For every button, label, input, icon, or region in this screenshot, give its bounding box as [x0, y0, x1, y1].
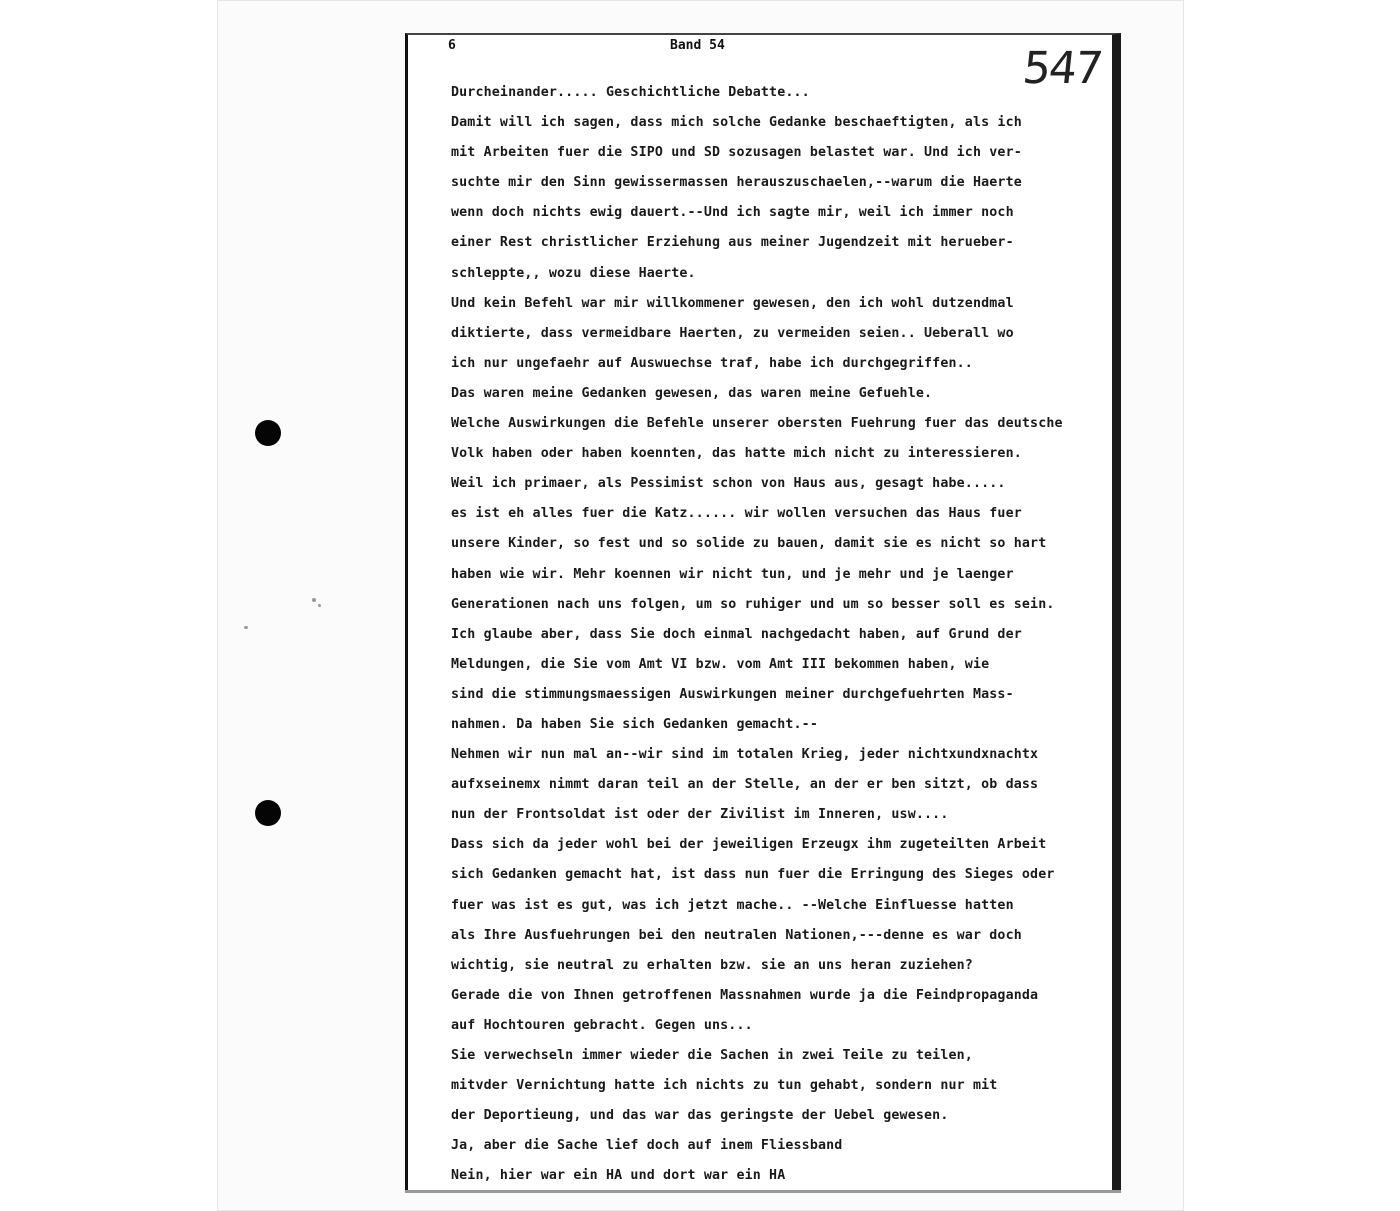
text-line: ich nur ungefaehr auf Auswuechse traf, habe ich durchgegriffen.. — [451, 355, 973, 371]
text-line: Ja, aber die Sache lief doch auf inem Fliessband — [451, 1138, 843, 1154]
text-line: wichtig, sie neutral zu erhalten bzw. sie an uns heran zuziehen? — [451, 957, 973, 973]
page-header — [408, 38, 1112, 58]
text-line: unsere Kinder, so fest und so solide zu bauen, damit sie es nicht so hart — [451, 536, 1047, 552]
text-line: einer Rest christlicher Erziehung aus meiner Jugendzeit mit herueber- — [451, 235, 1014, 251]
text-line: mitvder Vernichtung hatte ich nichts zu tun gehabt, sondern nur mit — [451, 1078, 998, 1094]
scan-speck — [318, 604, 321, 607]
punch-hole-bottom — [255, 800, 281, 826]
text-line: haben wie wir. Mehr koennen wir nicht tun, und je mehr und je laenger — [451, 566, 1014, 582]
punch-hole-top — [255, 420, 281, 446]
text-line: suchte mir den Sinn gewissermassen herauszuschaelen,--warum die Haerte — [451, 175, 1022, 191]
text-line: Welche Auswirkungen die Befehle unserer obersten Fuehrung fuer das deutsche — [451, 416, 1063, 432]
text-line: Ich glaube aber, dass Sie doch einmal nachgedacht haben, auf Grund der — [451, 626, 1022, 642]
text-line: Sie verwechseln immer wieder die Sachen in zwei Teile zu teilen, — [451, 1048, 973, 1063]
text-line: Damit will ich sagen, dass mich solche Gedanke beschaeftigten, als ich — [451, 115, 1022, 131]
text-line: fuer was ist es gut, was ich jetzt mache.. --Welche Einfluesse hatten — [451, 897, 1014, 913]
scan-speck — [312, 598, 316, 602]
typed-body-text — [451, 78, 1121, 1191]
text-line: sind die stimmungsmaessigen Auswirkungen meiner durchgefuehrten Mass- — [451, 686, 1014, 702]
sheet-bottom-edge — [405, 1190, 1121, 1193]
text-line: nun der Frontsoldat ist oder der Zivilist im Inneren, usw.... — [451, 807, 949, 823]
text-line: auf Hochtouren gebracht. Gegen uns... — [451, 1017, 753, 1033]
text-line: diktierte, dass vermeidbare Haerten, zu vermeiden seien.. Ueberall wo — [451, 325, 1014, 341]
text-line: der Deportieung, und das war das geringste der Uebel gewesen. — [451, 1108, 949, 1124]
text-line: wenn doch nichts ewig dauert.--Und ich sagte mir, weil ich immer noch — [451, 205, 1014, 221]
scan-speck — [244, 626, 248, 629]
text-line: Volk haben oder haben koennten, das hatte mich nicht zu interessieren. — [451, 446, 1022, 462]
text-line: Durcheinander..... Geschichtliche Debatte... — [451, 85, 810, 100]
text-line: Nein, hier war ein HA und dort war ein HA — [451, 1168, 786, 1184]
band-label: Band 54 — [670, 38, 725, 53]
text-line: Meldungen, die Sie vom Amt VI bzw. vom Amt III bekommen haben, wie — [451, 656, 990, 672]
text-line: es ist eh alles fuer die Katz...... wir wollen versuchen das Haus fuer — [451, 506, 1022, 522]
text-line: Nehmen wir nun mal an--wir sind im totalen Krieg, jeder nichtxundxnachtx — [451, 747, 1039, 763]
text-line: nahmen. Da haben Sie sich Gedanken gemacht.-- — [451, 716, 818, 732]
text-line: schleppte,, wozu diese Haerte. — [451, 265, 696, 281]
handwritten-folio-number: 547 — [1020, 43, 1104, 94]
text-line: als Ihre Ausfuehrungen bei den neutralen Nationen,---denne es war doch — [451, 927, 1022, 943]
text-line: Dass sich da jeder wohl bei der jeweiligen Erzeugx ihm zugeteilten Arbeit — [451, 837, 1047, 853]
text-line: mit Arbeiten fuer die SIPO und SD sozusagen belastet war. Und ich ver- — [451, 145, 1022, 161]
typed-sheet — [405, 33, 1121, 1193]
text-line: Weil ich primaer, als Pessimist schon von Haus aus, gesagt habe..... — [451, 476, 1006, 492]
text-line: Gerade die von Ihnen getroffenen Massnahmen wurde ja die Feindpropaganda — [451, 987, 1039, 1003]
text-line: aufxseinemx nimmt daran teil an der Stelle, an der er ben sitzt, ob dass — [451, 777, 1039, 793]
page-number: 6 — [448, 38, 456, 53]
text-line: Und kein Befehl war mir willkommener gewesen, den ich wohl dutzendmal — [451, 295, 1014, 311]
text-line: sich Gedanken gemacht hat, ist dass nun fuer die Erringung des Sieges oder — [451, 867, 1055, 883]
text-line: Generationen nach uns folgen, um so ruhiger und um so besser soll es sein. — [451, 596, 1055, 612]
text-line: Das waren meine Gedanken gewesen, das waren meine Gefuehle. — [451, 385, 933, 401]
